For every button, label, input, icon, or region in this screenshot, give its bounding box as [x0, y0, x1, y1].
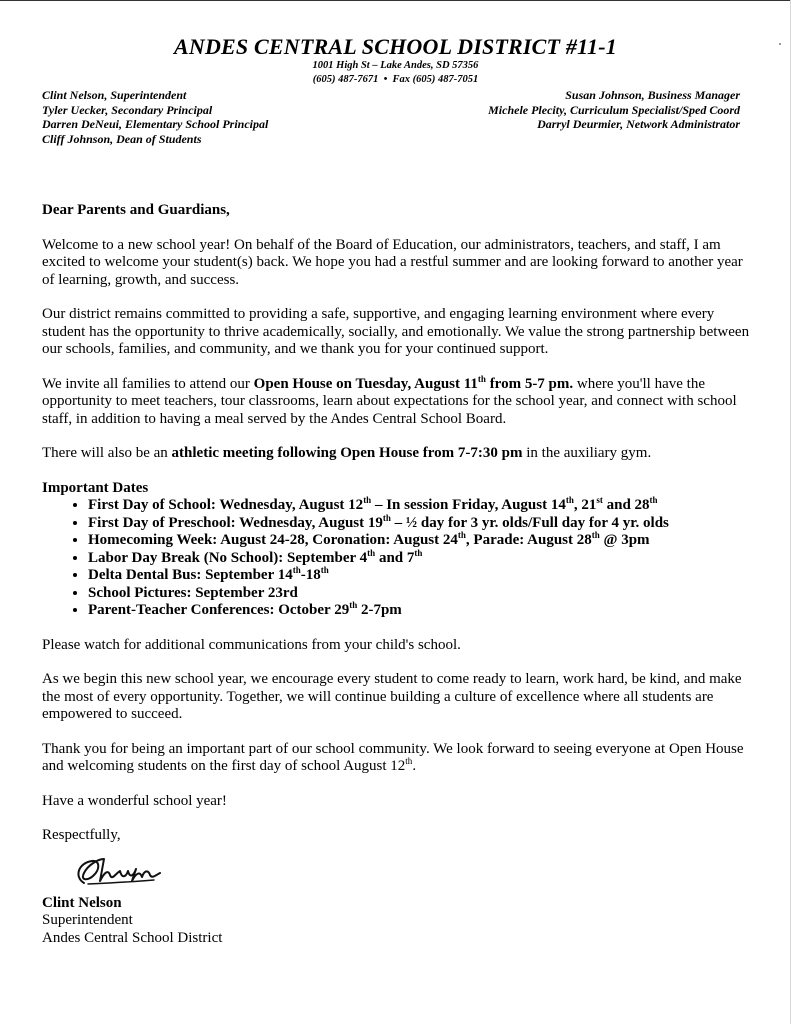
text-run: We invite all families to attend our [42, 375, 254, 392]
ordinal-suffix: th [405, 756, 413, 766]
open-house-time: from 5-7 pm. [485, 375, 574, 392]
athletic-meeting-time: athletic meeting following Open House from 7-7:30 pm [171, 445, 523, 461]
paragraph-open-house [42, 373, 754, 429]
list-item: • Homecoming Week: August 24-28, Coronation: August 24th, Parade: August 28th @ 3pm [88, 532, 754, 550]
staff-entry: Michele Plecity, Curriculum Specialist/Sped Coord [488, 102, 740, 117]
staff-entry: Darryl Deurmier, Network Administrator [537, 117, 740, 131]
list-item: • Parent-Teacher Conferences: October 29th 2-7pm [88, 602, 754, 620]
staff-entry: Susan Johnson, Business Manager [565, 88, 740, 102]
staff-entry: Cliff Johnson, Dean of Students [42, 131, 202, 146]
signer-name: Clint Nelson [42, 894, 122, 911]
text-run: There will also be an [42, 445, 172, 461]
handwritten-signature [70, 853, 180, 889]
top-border [0, 0, 791, 1]
staff-list-left [42, 88, 268, 146]
list-item: • First Day of School: Wednesday, August 12th – In session Friday, August 14th, 21st and 28th [88, 497, 754, 515]
fax-number: Fax (605) 487-7051 [392, 74, 479, 85]
important-dates-heading: Important Dates [42, 479, 149, 496]
signer-title: Superintendent [42, 912, 133, 928]
closing: Respectfully, [42, 827, 121, 843]
paragraph-welcome: Welcome to a new school year! On behalf of the Board of Education, our administrators, teachers, and staff, I am excited to welcome your student(s) back. We hope you had a restful summer and are looking forward to another year of learning, growth, and success. [42, 236, 743, 288]
paragraph-athletic-meeting [42, 445, 754, 463]
letter-body [42, 202, 754, 947]
staff-entry: Clint Nelson, Superintendent [42, 88, 187, 102]
paragraph-wish: Have a wonderful school year! [42, 792, 227, 809]
paragraph-commitment: Our district remains committed to providing a safe, supportive, and engaging learning environment where every student has the opportunity to thrive academically, socially, and emotionally. We value the strong partnership between our schools, families, and community, and we thank you for your continued support. [42, 306, 750, 357]
letterhead-title: ANDES CENTRAL SCHOOL DISTRICT #11-1 [173, 34, 617, 59]
text-run: . [412, 758, 417, 774]
paragraph-encouragement: As we begin this new school year, we encourage every student to come ready to learn, work hard, be kind, and make the most of every opportunity. Together, we will continue building a culture of excellence where all students are empowered to succeed. [42, 671, 742, 722]
list-item: • Labor Day Break (No School): September 4th and 7th [88, 550, 754, 568]
signer-organization: Andes Central School District [42, 929, 223, 946]
letterhead-address: 1001 High St – Lake Andes, SD 57356 [312, 60, 479, 71]
greeting: Dear Parents and Guardians, [42, 202, 230, 218]
list-item: • First Day of Preschool: Wednesday, August 19th – ½ day for 3 yr. olds/Full day for 4 yr. olds [88, 515, 754, 533]
list-item: • School Pictures: September 23rd [88, 585, 754, 603]
paragraph-communications: Please watch for additional communications from your child's school. [42, 636, 461, 653]
text-run: where you'll have the opportunity to meet teachers, tour classrooms, learn about expectations for the school year, and connect with school staff, in addition to having a meal served by the Andes Central School Board. [42, 375, 737, 427]
staff-entry: Tyler Uecker, Secondary Principal [42, 102, 213, 117]
separator-bullet: • [383, 74, 388, 85]
important-dates-list [42, 497, 754, 620]
text-run: Thank you for being an important part of our school community. We look forward to seeing everyone at Open House and welcoming students on the first day of school August 12 [42, 740, 744, 774]
paragraph-thanks [42, 741, 754, 776]
staff-list-right [488, 88, 740, 132]
phone-number: (605) 487-7671 [312, 74, 379, 85]
open-house-date: Open House on Tuesday, August 11 [253, 375, 478, 392]
list-item: • Delta Dental Bus: September 14th-18th [88, 567, 754, 585]
text-run: in the auxiliary gym. [522, 445, 652, 461]
staff-entry: Darren DeNeui, Elementary School Principal [42, 117, 269, 131]
letterhead-contact [0, 74, 791, 85]
ordinal-suffix: th [477, 373, 486, 384]
